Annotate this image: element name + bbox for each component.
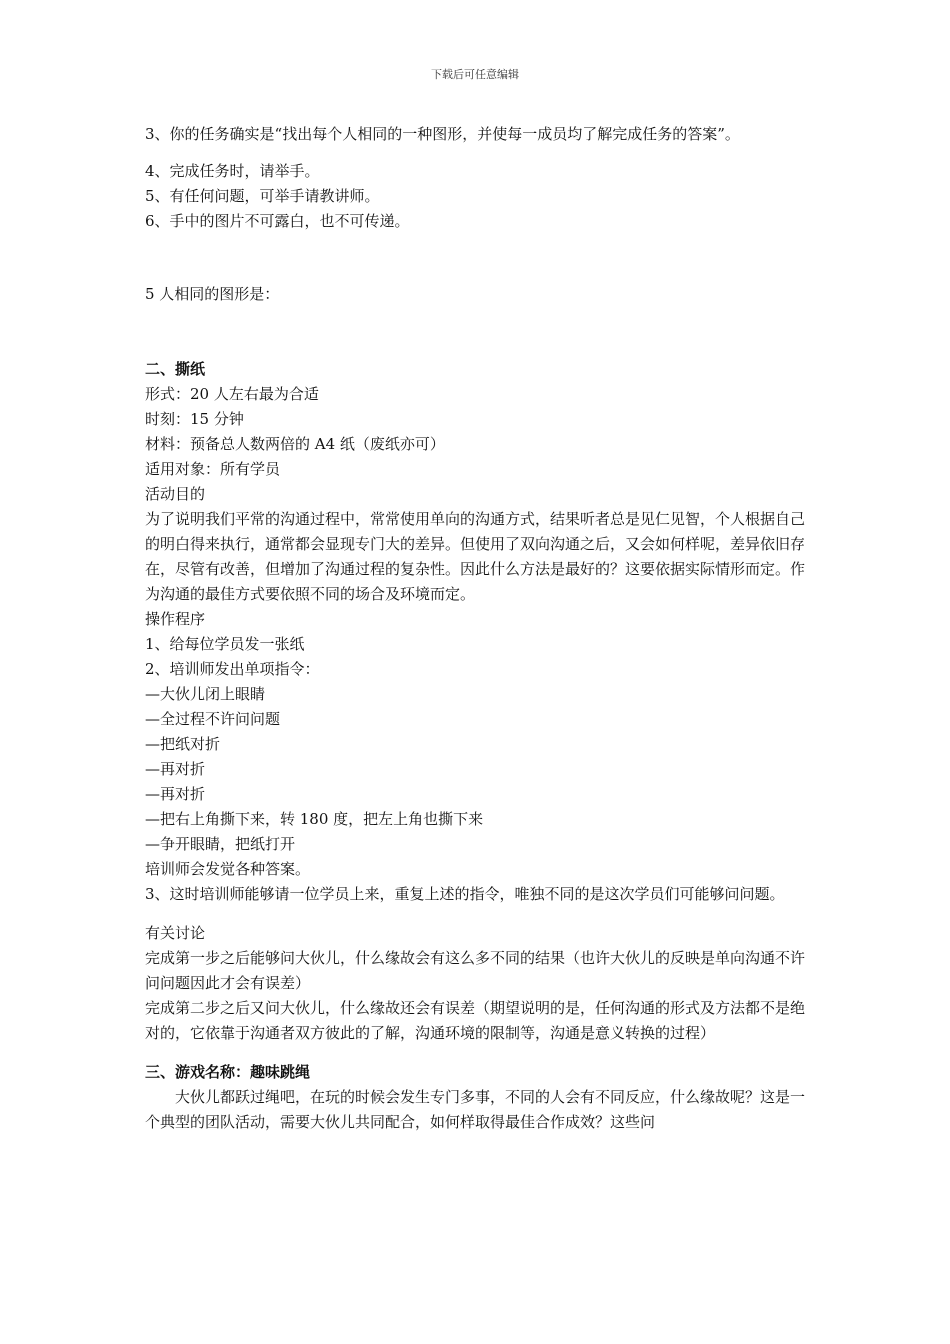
document-body [145,122,813,1135]
section3-title: 三、游戏名称：趣味跳绳 [145,1063,311,1081]
task-item-6: 6、手中的图片不可露白，也不可传递。 [145,212,410,230]
task-item-5: 5、有任何问题，可举手请教讲师。 [145,187,380,205]
purpose-text: 为了说明我们平常的沟通过程中，常常使用单向的沟通方式，结果听者总是见仁见智，个人根据自己的明白得来执行，通常都会显现专门大的差异。但使用了双向沟通之后，又会如何样呢，差异依旧存在，尽管有改善，但增加了沟通过程的复杂性。因此什么方法是最好的？这要依据实际情形而定。作为沟通的最佳方式要依照不同的场合及环境而定。 [145,510,806,603]
instruction-item: —把右上角撕下来，转 180 度，把左上角也撕下来 [145,810,484,828]
instruction-item: —大伙儿闭上眼睛 [145,685,266,703]
instruction-item: —再对折 [145,785,206,803]
section2-title: 二、撕纸 [145,360,206,378]
shapes-line: 5 人相同的图形是： [145,285,280,303]
instruction-item: —把纸对折 [145,735,221,753]
section2-time: 时刻：15 分钟 [145,410,244,428]
procedure-step-2: 2、培训师发出单项指令： [145,660,320,678]
procedure-step-3: 3、这时培训师能够请一位学员上来，重复上述的指令，唯独不同的是这次学员们可能够问问题。 [145,885,785,903]
instruction-item: —全过程不许问问题 [145,710,281,728]
discussion-2: 完成第二步之后又问大伙儿，什么缘故还会有误差（期望说明的是，任何沟通的形式及方法都不是绝对的，它依靠于沟通者双方彼此的了解，沟通环境的限制等，沟通是意义转换的过程） [145,999,806,1042]
discussion-1: 完成第一步之后能够问大伙儿，什么缘故会有这么多不同的结果（也许大伙儿的反映是单向沟通不许问问题因此才会有误差） [145,949,806,992]
instruction-item: —再对折 [145,760,206,778]
section3-intro: 大伙儿都跃过绳吧，在玩的时候会发生专门多事，不同的人会有不同反应，什么缘故呢？这是一个典型的团队活动，需要大伙儿共同配合，如何样取得最佳合作成效？这些问 [145,1088,806,1131]
section2-audience: 适用对象：所有学员 [145,460,281,478]
page-header: 下载后可任意编辑 [431,68,519,81]
procedure-result: 培训师会发觉各种答案。 [145,860,311,878]
instruction-item: —争开眼睛，把纸打开 [145,835,296,853]
discussion-title: 有关讨论 [145,924,206,942]
section2-materials: 材料：预备总人数两倍的 A4 纸（废纸亦可） [145,435,445,453]
task-item-3: 3、你的任务确实是“找出每个人相同的一种图形，并使每一成员均了解完成任务的答案”。 [145,125,740,143]
procedure-step-1: 1、给每位学员发一张纸 [145,635,305,653]
task-item-4: 4、完成任务时，请举手。 [145,162,320,180]
section2-format: 形式：20 人左右最为合适 [145,385,319,403]
procedure-title: 操作程序 [145,610,206,628]
purpose-title: 活动目的 [145,485,206,503]
